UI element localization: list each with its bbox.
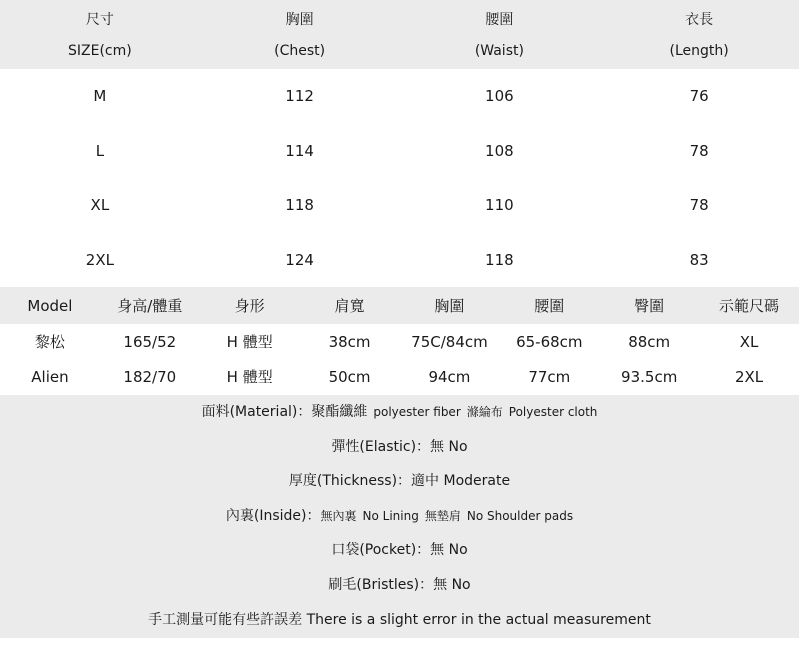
table-row <box>0 124 799 179</box>
size-cell: XL <box>90 196 110 215</box>
chest-cell: 118 <box>285 196 314 215</box>
header-chest-zh: 胸圍 <box>285 12 314 28</box>
header-size-zh: 尺寸 <box>85 12 114 28</box>
waist-cell: 65-68cm <box>516 332 583 351</box>
height-weight-cell: 182/70 <box>123 367 177 386</box>
shoulder-cell: 38cm <box>328 332 371 351</box>
thickness-line: 厚度(Thickness)：適中 Moderate <box>288 473 511 490</box>
inside-en-1: No Lining <box>362 508 419 523</box>
model-fit-table <box>0 287 799 394</box>
waist-cell: 110 <box>485 196 514 215</box>
header-height-weight: 身高/體重 <box>117 297 183 315</box>
header-length <box>599 0 799 69</box>
chest-cell: 75C/84cm <box>411 332 488 351</box>
shoulder-cell: 50cm <box>328 367 371 386</box>
length-cell: 78 <box>689 196 709 215</box>
material-line <box>0 395 799 430</box>
material-zh: 聚酯纖維 <box>311 404 368 420</box>
length-cell: 76 <box>689 87 709 106</box>
header-waist-en: (Waist) <box>474 43 524 59</box>
header-chest: 胸圍 <box>434 297 465 315</box>
chest-cell: 112 <box>285 87 314 106</box>
size-cell: L <box>95 141 105 160</box>
header-size-en: SIZE(cm) <box>68 43 132 59</box>
chest-cell: 94cm <box>428 367 471 386</box>
table-row <box>0 324 799 359</box>
inside-en-2: No Shoulder pads <box>466 508 574 523</box>
size-cell: 2XL <box>85 250 114 269</box>
table-row <box>0 233 799 288</box>
pocket-line: 口袋(Pocket)：無 No <box>331 542 468 559</box>
header-size-worn: 示範尺碼 <box>719 297 780 315</box>
header-waist: 腰圍 <box>534 297 565 315</box>
model-table-header <box>0 287 799 324</box>
header-size <box>0 0 200 69</box>
inside-line <box>0 499 799 534</box>
waist-cell: 106 <box>485 87 514 106</box>
inside-label: 內裏(Inside)： <box>225 507 321 524</box>
size-worn-cell: 2XL <box>734 367 764 386</box>
header-hip: 臀圍 <box>634 297 665 315</box>
size-chart-table <box>0 0 799 287</box>
waist-cell: 118 <box>485 250 514 269</box>
length-cell: 83 <box>689 250 709 269</box>
elastic-line: 彈性(Elastic)：無 No <box>331 438 468 455</box>
fabric-info-panel <box>0 395 799 638</box>
header-shoulder: 肩寬 <box>334 297 365 315</box>
header-waist-zh: 腰圍 <box>485 12 514 28</box>
header-length-en: (Length) <box>669 43 729 59</box>
header-body-type: 身形 <box>234 297 265 315</box>
body-type-cell: H 體型 <box>226 368 273 386</box>
material-label: 面料(Material)： <box>201 404 312 420</box>
hip-cell: 93.5cm <box>621 367 678 386</box>
length-cell: 78 <box>689 141 709 160</box>
waist-cell: 77cm <box>528 367 571 386</box>
bristles-line: 刷毛(Bristles)：無 No <box>328 576 471 593</box>
header-chest <box>200 0 400 69</box>
size-worn-cell: XL <box>739 332 759 351</box>
model-name: 黎松 <box>34 333 65 351</box>
material-en: polyester fiber <box>373 405 461 419</box>
height-weight-cell: 165/52 <box>123 332 177 351</box>
inside-zh-2: 無墊肩 <box>424 508 461 523</box>
chest-cell: 114 <box>285 141 314 160</box>
waist-cell: 108 <box>485 141 514 160</box>
header-model: Model <box>27 296 73 315</box>
header-waist <box>400 0 600 69</box>
size-cell: M <box>93 87 107 106</box>
header-chest-en: (Chest) <box>274 43 326 59</box>
body-type-cell: H 體型 <box>226 333 273 351</box>
material-en-2: Polyester cloth <box>508 405 598 419</box>
header-length-zh: 衣長 <box>685 12 714 28</box>
chest-cell: 124 <box>285 250 314 269</box>
table-row <box>0 359 799 394</box>
table-row <box>0 69 799 124</box>
hip-cell: 88cm <box>628 332 671 351</box>
size-chart-header <box>0 0 799 69</box>
model-name: Alien <box>31 367 69 386</box>
measurement-error-note: 手工測量可能有些許誤差 There is a slight error in the actual measurement <box>148 611 651 628</box>
table-row <box>0 178 799 233</box>
material-zh-2: 滌綸布 <box>466 405 503 419</box>
inside-zh-1: 無內裏 <box>320 508 357 523</box>
